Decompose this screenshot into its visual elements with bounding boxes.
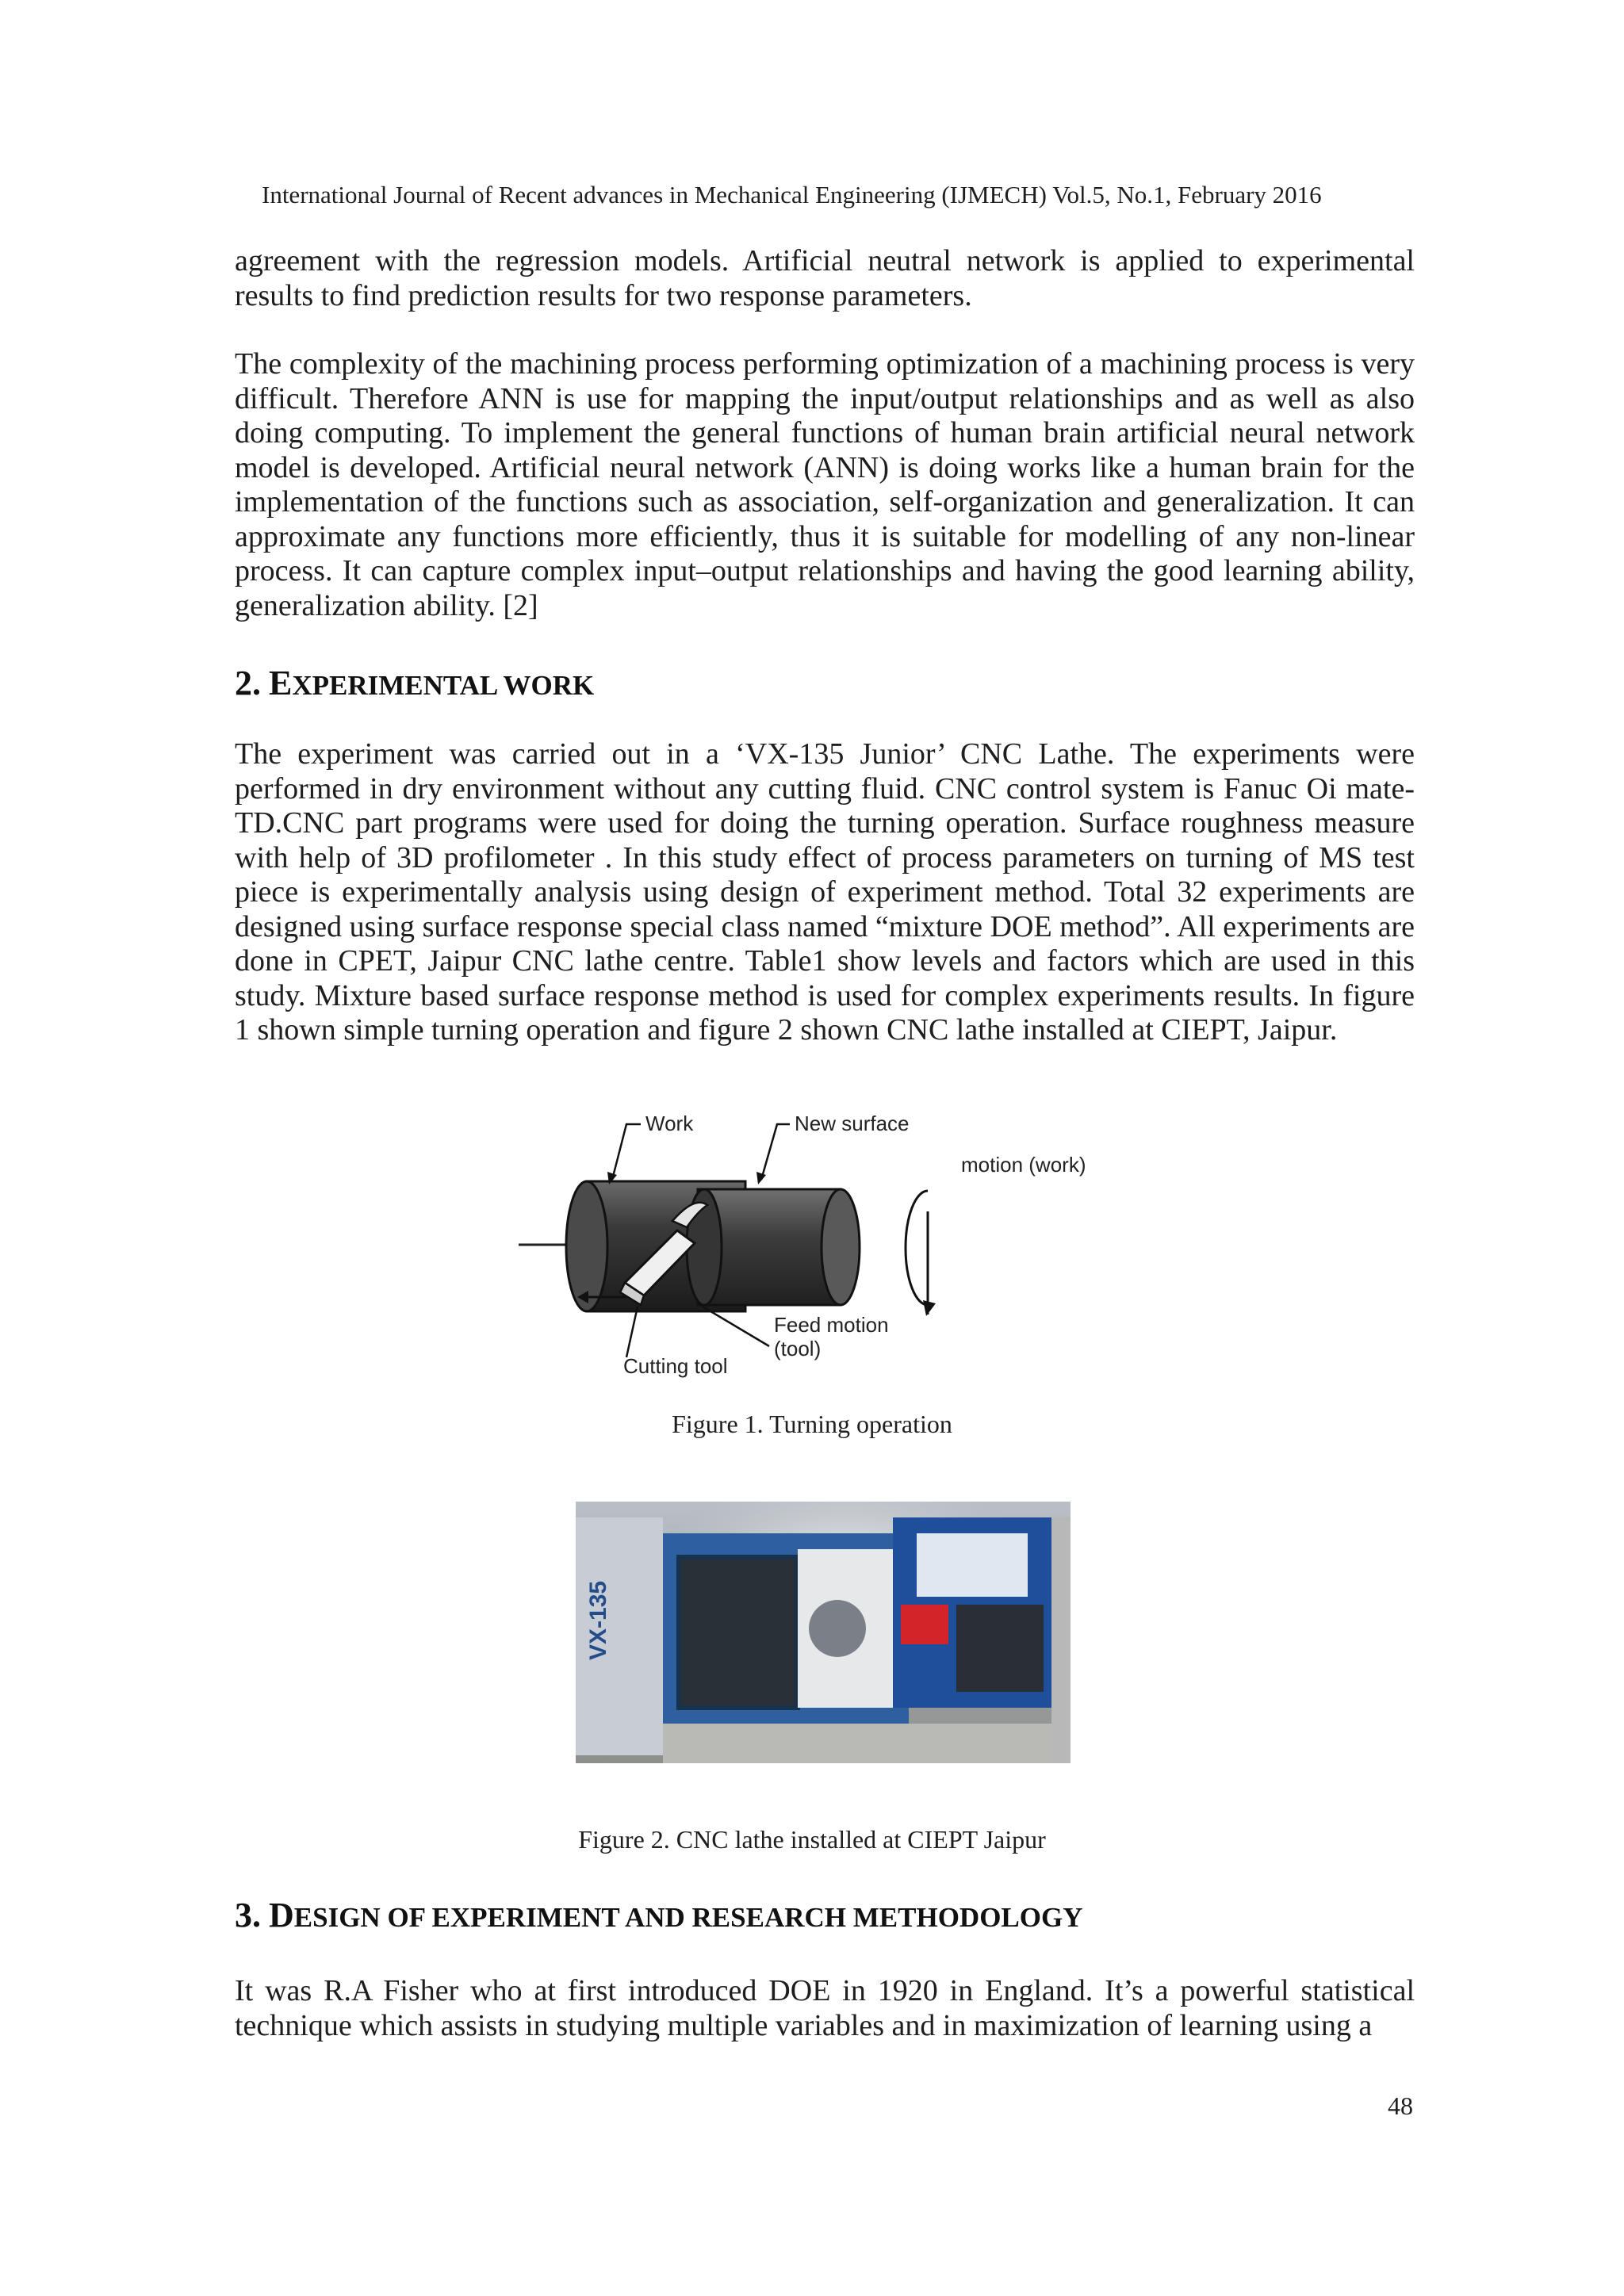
keypad: [956, 1605, 1044, 1692]
running-header: International Journal of Recent advances in Mechanical Engineering (IJMECH) Vol.5, No.1, February 2016: [262, 181, 1322, 209]
section-number: 3.: [235, 1896, 261, 1934]
section-number: 2.: [235, 664, 261, 702]
rotation-arrow: [906, 1191, 928, 1305]
section-title-rest: XPERIMENTAL WORK: [292, 670, 595, 701]
section-title-initial: E: [269, 664, 293, 702]
door-window: [679, 1557, 798, 1708]
label-motion-work: motion (work): [961, 1153, 1086, 1177]
rotation-arrowhead-icon: [923, 1300, 936, 1316]
new-surface-leader-line: [761, 1124, 790, 1180]
paragraph-ann: The complexity of the machining process performing optimization of a machining process is very difficult. Therefore ANN is use for mapping the input/output relationships and as well as also doing computing. To implement the general functions of human brain artificial neural network model is developed. Artificial neural network (ANN) is doing works like a human brain for the implementation of the functions such as association, self-organization and generalization. It can approximate any functions more efficiently, thus it is suitable for modelling of any non-linear process. It can capture complex input–output relationships and having the good learning ability, generalization ability. [2]: [235, 347, 1415, 622]
machine-base: [663, 1724, 1051, 1763]
page-number: 48: [1388, 2091, 1413, 2120]
figure2-caption: Figure 2. CNC lathe installed at CIEPT Jaipur: [578, 1825, 1046, 1854]
panel-red-light: [901, 1605, 948, 1644]
paragraph-intro-end: agreement with the regression models. Artificial neutral network is applied to experimental results to find prediction results for two response parameters.: [235, 244, 1415, 312]
new-surface-cylinder: [687, 1189, 860, 1305]
section-heading-experimental-work: [235, 663, 594, 703]
section-title-rest: ESIGN OF EXPERIMENT AND RESEARCH METHODOLOGY: [293, 1902, 1083, 1933]
section-title-initial: D: [269, 1896, 294, 1934]
turning-operation-diagram: [508, 1108, 1118, 1386]
label-feed-tool: (tool): [774, 1337, 822, 1360]
section-heading-design-of-experiment: [235, 1895, 1083, 1935]
label-feed-motion: Feed motion: [774, 1313, 889, 1337]
machine-model-label: VX-135: [585, 1580, 611, 1660]
label-new-surface: New surface: [795, 1112, 910, 1135]
paragraph-doe: It was R.A Fisher who at first introduced DOE in 1920 in England. It’s a powerful statistical technique which assists in studying multiple variables and in maximization of learning using a: [235, 1974, 1415, 2042]
label-cutting-tool: Cutting tool: [623, 1354, 728, 1378]
tool-leader-line: [626, 1307, 638, 1357]
label-work: Work: [645, 1112, 694, 1135]
chuck: [809, 1600, 866, 1657]
control-screen: [917, 1533, 1028, 1597]
figure1-caption: Figure 1. Turning operation: [672, 1410, 952, 1438]
paragraph-experiment: The experiment was carried out in a ‘VX-135 Junior’ CNC Lathe. The experiments were performed in dry environment without any cutting fluid. CNC control system is Fanuc Oi mate-TD.CNC part programs were used for doing the turning operation. Surface roughness measure with help of 3D profilometer . In this study effect of process parameters on turning of MS test piece is experimentally analysis using design of experiment method. Total 32 experiments are designed using surface response special class named “mixture DOE method”. All experiments are done in CPET, Jaipur CNC lathe centre. Table1 show levels and factors which are used in this study. Mixture based surface response method is used for complex experiments results. In figure 1 shown simple turning operation and figure 2 shown CNC lathe installed at CIEPT, Jaipur.: [235, 737, 1415, 1047]
work-leader-line: [612, 1124, 641, 1180]
cnc-lathe-photo: [576, 1502, 1071, 1763]
